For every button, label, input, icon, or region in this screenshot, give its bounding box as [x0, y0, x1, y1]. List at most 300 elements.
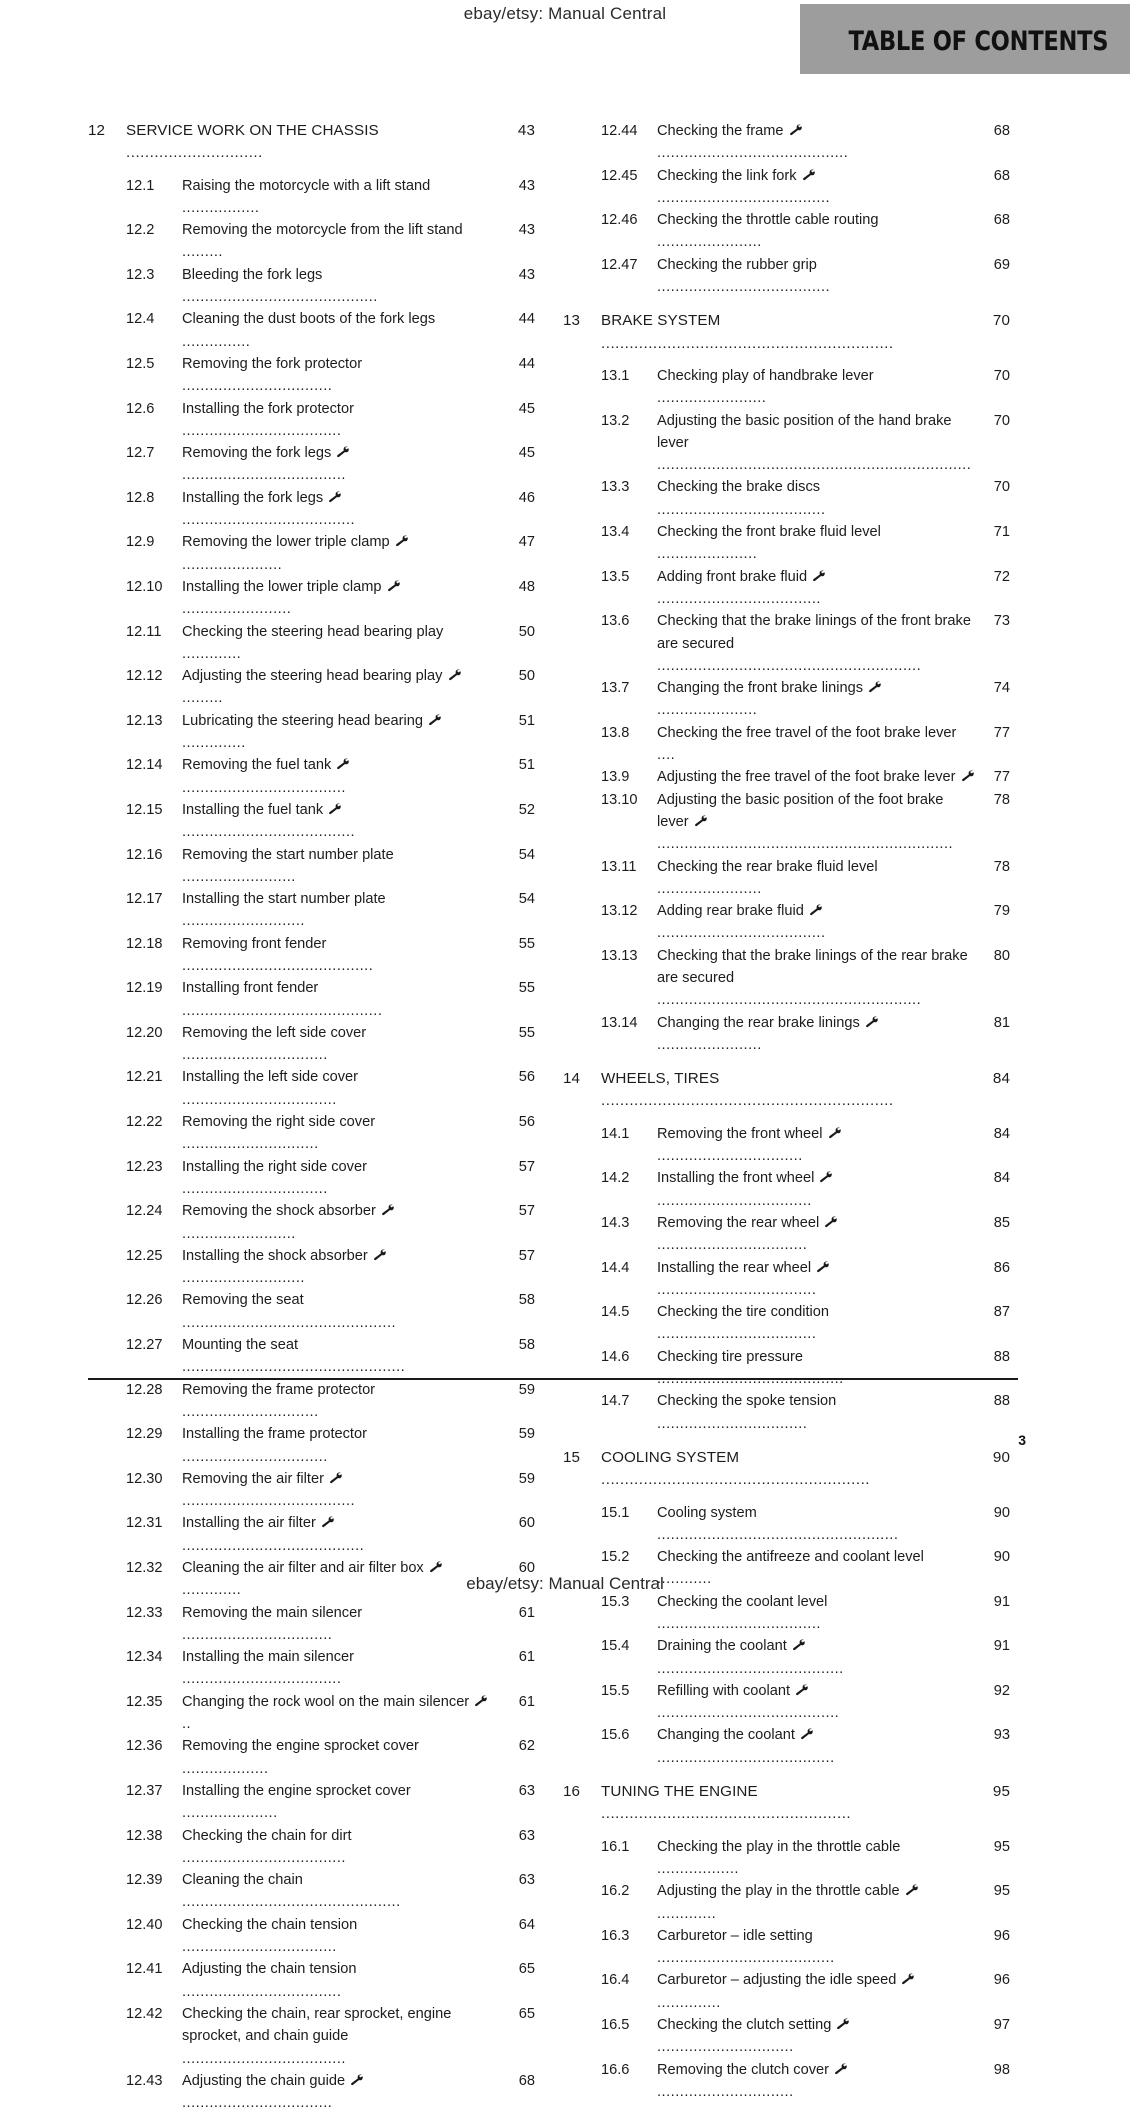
leader-dots: .................................: [182, 2095, 333, 2112]
toc-entry-text: Cooling system: [657, 1504, 757, 1521]
leader-dots: .......................................: [657, 1749, 835, 1766]
toc-section-row[interactable]: [563, 410, 1010, 477]
toc-entry-page: 92: [993, 1682, 1010, 1699]
toc-section-row[interactable]: [563, 1212, 1010, 1257]
toc-entry-title: [182, 1245, 505, 1290]
leader-dots: ....................................: [182, 1849, 346, 1866]
toc-section-row[interactable]: [88, 353, 535, 398]
toc-entry-title: [657, 1346, 980, 1391]
toc-entry-number: 12.30: [126, 1470, 163, 1487]
toc-entry-title: [657, 945, 980, 1012]
toc-section-row[interactable]: [563, 677, 1010, 722]
toc-entry-title: [657, 1969, 980, 2014]
toc-section-row[interactable]: [88, 398, 535, 443]
toc-entry-page: 81: [993, 1014, 1010, 1031]
wrench-tool-icon: [395, 535, 409, 547]
toc-section-row[interactable]: [88, 1512, 535, 1557]
toc-entry-page: 61: [518, 1604, 535, 1621]
toc-entry-title: [182, 1869, 505, 1914]
toc-section-row[interactable]: [563, 566, 1010, 611]
toc-entry-page: 68: [518, 2072, 535, 2089]
toc-entry-number: 12.36: [126, 1738, 163, 1755]
toc-entry-page: 56: [518, 1069, 535, 1086]
wrench-tool-icon: [328, 491, 342, 503]
toc-entry-title: [657, 1502, 980, 1547]
toc-entry-text: Cleaning the dust boots of the fork legs: [182, 311, 436, 328]
toc-section-row[interactable]: [563, 945, 1010, 1012]
toc-entry-number: 14.2: [601, 1170, 630, 1187]
wrench-tool-icon: [328, 803, 342, 815]
toc-entry-text: Changing the rock wool on the main silencer: [182, 1693, 470, 1710]
leader-dots: ....................................: [182, 2050, 346, 2067]
toc-entry-title: [657, 856, 980, 901]
toc-entry-number: 12.27: [126, 1337, 163, 1354]
leader-dots: .............: [182, 645, 242, 662]
toc-entry-title: [657, 365, 980, 410]
toc-entry-page: 52: [518, 801, 535, 818]
toc-section-row[interactable]: [563, 1257, 1010, 1302]
leader-dots: .....................................................: [657, 1526, 899, 1543]
toc-entry-page: 77: [993, 769, 1010, 786]
toc-entry-number: 16.4: [601, 1972, 630, 1989]
toc-entry-text: Installing the shock absorber: [182, 1247, 368, 1264]
spacer: [88, 165, 535, 175]
toc-section-row[interactable]: [88, 175, 535, 220]
toc-entry-title: [182, 1156, 505, 1201]
toc-section-row[interactable]: [88, 1111, 535, 1156]
toc-entry-text: Changing the coolant: [657, 1727, 795, 1744]
toc-section-row[interactable]: [563, 900, 1010, 945]
toc-entry-text: Checking the spoke tension: [657, 1393, 837, 1410]
toc-entry-title: [182, 1379, 505, 1424]
toc-section-row[interactable]: [88, 1602, 535, 1647]
toc-entry-title: [657, 254, 980, 299]
toc-section-row[interactable]: [88, 621, 535, 666]
toc-entry-page: 48: [518, 578, 535, 595]
toc-entry-text: Cleaning the air filter and air filter box: [182, 1560, 424, 1576]
toc-entry-title: [182, 398, 505, 443]
toc-section-row[interactable]: [88, 1379, 535, 1424]
toc-section-row[interactable]: [88, 1245, 535, 1290]
leader-dots: ........................................: [182, 1537, 365, 1554]
leader-dots: ................................: [182, 1180, 328, 1197]
toc-section-row[interactable]: [563, 1836, 1010, 1881]
wrench-tool-icon: [792, 1639, 806, 1651]
toc-entry-number: 12: [88, 122, 106, 139]
toc-entry-text: TUNING THE ENGINE: [601, 1783, 758, 1801]
toc-entry-number: 12.18: [126, 935, 163, 952]
leader-dots: .......................: [657, 234, 762, 251]
toc-entry-number: 12.35: [126, 1693, 163, 1710]
wrench-tool-icon: [429, 1561, 443, 1573]
toc-section-row[interactable]: [88, 1646, 535, 1691]
toc-entry-number: 12.29: [126, 1426, 163, 1443]
toc-entry-text: Cleaning the chain: [182, 1872, 303, 1889]
toc-entry-page: 70: [993, 479, 1010, 496]
toc-entry-title: [657, 1301, 980, 1346]
leader-dots: ......................................: [657, 279, 831, 296]
toc-entry-page: 45: [518, 445, 535, 462]
toc-entry-number: 14.7: [601, 1393, 630, 1410]
toc-entry-text: Checking play of handbrake lever: [657, 367, 874, 384]
leader-dots: .........: [182, 690, 223, 707]
toc-entry-number: 13.13: [601, 947, 638, 964]
toc-section-row[interactable]: [563, 1167, 1010, 1212]
toc-entry-title: [657, 521, 980, 566]
toc-entry-title: [182, 888, 505, 933]
toc-entry-page: 97: [993, 2017, 1010, 2034]
toc-section-row[interactable]: [88, 665, 535, 710]
toc-section-row[interactable]: [88, 1066, 535, 1111]
toc-section-row[interactable]: [563, 120, 1010, 165]
toc-entry-page: 71: [993, 524, 1010, 541]
toc-section-row[interactable]: [563, 2059, 1010, 2104]
toc-section-row[interactable]: [563, 476, 1010, 521]
toc-entry-title: [182, 1022, 505, 1067]
toc-section-row[interactable]: [563, 165, 1010, 210]
toc-section-row[interactable]: [563, 365, 1010, 410]
leader-dots: ........................: [657, 390, 767, 407]
toc-entry-page: 91: [993, 1593, 1010, 1610]
spacer: [563, 1769, 1010, 1781]
leader-dots: .........................................: [657, 1660, 844, 1677]
toc-entry-page: 45: [518, 400, 535, 417]
toc-entry-text: Checking the free travel of the foot brake lever: [657, 724, 957, 741]
toc-section-row[interactable]: [88, 1468, 535, 1513]
toc-entry-page: 65: [518, 1961, 535, 1978]
toc-entry-page: 90: [993, 1504, 1010, 1521]
wrench-tool-icon: [836, 2018, 850, 2030]
toc-section-row[interactable]: [563, 254, 1010, 299]
wrench-tool-icon: [474, 1695, 488, 1707]
leader-dots: ...................................: [182, 1983, 342, 2000]
toc-entry-text: BRAKE SYSTEM: [601, 312, 721, 330]
leader-dots: .......................................: [657, 1950, 835, 1967]
toc-entry-text: Installing the lower triple clamp: [182, 578, 382, 595]
toc-section-row[interactable]: [88, 1735, 535, 1780]
leader-dots: ....: [657, 747, 676, 764]
toc-entry-number: 12.3: [126, 266, 155, 283]
toc-section-row[interactable]: [88, 576, 535, 621]
toc-section-row[interactable]: [88, 888, 535, 933]
toc-entry-text: Removing the air filter: [182, 1470, 324, 1487]
toc-chapter-row[interactable]: [563, 1068, 1010, 1113]
toc-entry-page: 68: [993, 167, 1010, 184]
toc-entry-title: [182, 308, 505, 353]
toc-entry-text: COOLING SYSTEM: [601, 1448, 740, 1466]
toc-entry-page: 70: [993, 367, 1010, 384]
toc-entry-title: [182, 1825, 505, 1870]
toc-section-row[interactable]: [563, 1969, 1010, 2014]
toc-section-row[interactable]: [88, 1958, 535, 2003]
toc-entry-page: 80: [993, 947, 1010, 964]
toc-entry-page: 43: [517, 122, 535, 139]
toc-entry-text: Checking that the brake linings of the front brake are secured: [657, 613, 971, 652]
toc-section-row[interactable]: [563, 1346, 1010, 1391]
leader-dots: ...........................: [182, 1270, 305, 1287]
wrench-tool-icon: [802, 169, 816, 181]
leader-dots: ................................: [182, 1047, 328, 1064]
toc-entry-page: 55: [518, 1024, 535, 1041]
toc-entry-text: Carburetor – idle setting: [657, 1927, 813, 1944]
toc-section-row[interactable]: [563, 209, 1010, 254]
leader-dots: .............: [182, 1582, 242, 1599]
toc-entry-text: WHEELS, TIRES: [601, 1070, 720, 1088]
toc-entry-number: 14.4: [601, 1259, 630, 1276]
toc-entry-page: 64: [518, 1916, 535, 1933]
leader-dots: ..............................................................: [601, 334, 894, 352]
leader-dots: ..........................................: [182, 957, 374, 974]
toc-entry-page: 84: [993, 1125, 1010, 1142]
toc-entry-title: [126, 120, 505, 165]
toc-section-row[interactable]: [563, 1502, 1010, 1547]
toc-section-row[interactable]: [563, 789, 1010, 856]
wrench-tool-icon: [819, 1171, 833, 1183]
leader-dots: ....................................: [182, 467, 346, 484]
toc-section-row[interactable]: [88, 1914, 535, 1959]
toc-entry-number: 13.2: [601, 412, 630, 429]
toc-section-row[interactable]: [88, 1156, 535, 1201]
toc-entry-title: [182, 1111, 505, 1156]
toc-entry-title: [657, 766, 980, 788]
leader-dots: ............: [657, 1571, 712, 1588]
toc-entry-text: Refilling with coolant: [657, 1682, 791, 1699]
toc-entry-title: [601, 1447, 980, 1492]
toc-entry-number: 12.46: [601, 212, 638, 229]
toc-entry-page: 55: [518, 935, 535, 952]
spacer: [563, 1435, 1010, 1447]
toc-section-row[interactable]: [563, 1925, 1010, 1970]
toc-section-row[interactable]: [563, 722, 1010, 767]
toc-entry-page: 51: [518, 757, 535, 774]
toc-section-row[interactable]: [563, 521, 1010, 566]
leader-dots: ........................................: [657, 1705, 840, 1722]
toc-entry-number: 16.5: [601, 2017, 630, 2034]
toc-entry-text: Removing the fork legs: [182, 445, 332, 462]
toc-section-row[interactable]: [563, 1123, 1010, 1168]
toc-entry-text: Installing the fuel tank: [182, 801, 324, 818]
leader-dots: ...........................: [182, 913, 305, 930]
toc-entry-number: 12.33: [126, 1604, 163, 1621]
toc-entry-text: Adding front brake fluid: [657, 568, 808, 585]
toc-section-row[interactable]: [563, 1012, 1010, 1057]
toc-section-row[interactable]: [563, 1880, 1010, 1925]
toc-section-row[interactable]: [88, 710, 535, 755]
toc-entry-number: 12.16: [126, 846, 163, 863]
toc-entry-text: Checking the chain, rear sprocket, engine sprocket, and chain guide: [182, 2005, 452, 2045]
toc-entry-text: Draining the coolant: [657, 1638, 787, 1655]
toc-section-row[interactable]: [88, 1780, 535, 1825]
toc-entry-title: [601, 1068, 980, 1113]
toc-entry-text: SERVICE WORK ON THE CHASSIS: [126, 122, 379, 139]
toc-entry-text: Installing front fender: [182, 980, 319, 997]
leader-dots: ..........................................................: [657, 992, 922, 1009]
toc-section-row[interactable]: [563, 1724, 1010, 1769]
toc-section-row[interactable]: [88, 2070, 535, 2114]
wrench-tool-icon: [381, 1204, 395, 1216]
toc-entry-page: 70: [992, 312, 1010, 330]
toc-entry-title: [182, 264, 505, 309]
toc-entry-number: 16.6: [601, 2061, 630, 2078]
leader-dots: ..................: [657, 1860, 739, 1877]
toc-entry-number: 12.20: [126, 1024, 163, 1041]
toc-entry-number: 14.5: [601, 1304, 630, 1321]
toc-section-row[interactable]: [88, 844, 535, 889]
toc-section-row[interactable]: [88, 531, 535, 576]
toc-entry-number: 13.6: [601, 613, 630, 630]
toc-entry-title: [601, 310, 980, 355]
toc-section-row[interactable]: [88, 799, 535, 844]
toc-entry-number: 13.8: [601, 724, 630, 741]
toc-entry-text: Checking the link fork: [657, 167, 797, 184]
toc-entry-number: 12.10: [126, 578, 163, 595]
wrench-tool-icon: [329, 1472, 343, 1484]
wrench-tool-icon: [816, 1261, 830, 1273]
leader-dots: ................................................: [182, 1894, 401, 1911]
toc-entry-page: 68: [993, 123, 1010, 139]
toc-section-row[interactable]: [88, 308, 535, 353]
toc-section-row[interactable]: [563, 610, 1010, 677]
leader-dots: .................................: [657, 1237, 808, 1254]
toc-section-row[interactable]: [563, 766, 1010, 788]
toc-entry-number: 12.28: [126, 1381, 163, 1398]
toc-section-row[interactable]: [563, 1301, 1010, 1346]
toc-entry-title: [182, 1646, 505, 1691]
toc-section-row[interactable]: [88, 487, 535, 532]
toc-section-row[interactable]: [88, 1869, 535, 1914]
toc-chapter-row[interactable]: [563, 1781, 1010, 1826]
toc-entry-title: [182, 442, 505, 487]
toc-entry-text: Lubricating the steering head bearing: [182, 712, 423, 729]
leader-dots: .....................................: [657, 501, 826, 518]
toc-entry-text: Removing the right side cover: [182, 1114, 376, 1131]
toc-section-row[interactable]: [88, 2003, 535, 2070]
toc-section-row[interactable]: [563, 856, 1010, 901]
toc-entry-text: Raising the motorcycle with a lift stand: [182, 177, 431, 194]
toc-entry-title: [657, 677, 980, 722]
toc-entry-page: 79: [993, 903, 1010, 920]
leader-dots: ....................................: [182, 779, 346, 796]
toc-section-row[interactable]: [563, 1635, 1010, 1680]
toc-section-row[interactable]: [88, 219, 535, 264]
toc-entry-number: 15.2: [601, 1549, 630, 1566]
leader-dots: ................................: [182, 1448, 328, 1465]
toc-entry-title: [182, 754, 505, 799]
toc-entry-number: 12.1: [126, 177, 155, 194]
toc-section-row[interactable]: [563, 1390, 1010, 1435]
toc-entry-number: 16: [563, 1783, 581, 1801]
spacer: [563, 1492, 1010, 1502]
toc-entry-number: 12.45: [601, 167, 638, 184]
toc-entry-page: 98: [993, 2061, 1010, 2078]
toc-entry-title: [182, 1334, 505, 1379]
toc-section-row[interactable]: [88, 1200, 535, 1245]
toc-section-row[interactable]: [563, 2014, 1010, 2059]
toc-entry-page: 57: [518, 1158, 535, 1175]
toc-entry-text: Removing the fork protector: [182, 355, 363, 372]
toc-section-row[interactable]: [88, 977, 535, 1022]
leader-dots: ...................................: [657, 1326, 817, 1343]
toc-entry-text: Removing the shock absorber: [182, 1203, 376, 1220]
toc-entry-text: Changing the rear brake linings: [657, 1014, 860, 1031]
leader-dots: ..................................: [182, 1091, 337, 1108]
toc-section-row[interactable]: [563, 1680, 1010, 1725]
toc-entry-number: 12.7: [126, 445, 155, 462]
toc-entry-text: Removing the left side cover: [182, 1024, 367, 1041]
toc-entry-text: Adjusting the free travel of the foot brake lever: [657, 769, 956, 786]
toc-entry-page: 54: [518, 891, 535, 908]
toc-section-row[interactable]: [88, 933, 535, 978]
toc-entry-page: 96: [993, 1972, 1010, 1989]
toc-chapter-row[interactable]: [563, 310, 1010, 355]
toc-section-row[interactable]: [563, 1591, 1010, 1636]
toc-entry-text: Checking the chain tension: [182, 1916, 358, 1933]
toc-entry-title: [657, 1680, 980, 1725]
toc-entry-page: 78: [993, 791, 1010, 808]
toc-entry-number: 12.41: [126, 1961, 163, 1978]
toc-entry-number: 13.10: [601, 791, 638, 808]
toc-entry-title: [182, 799, 505, 844]
toc-section-row[interactable]: [88, 1825, 535, 1870]
toc-section-row[interactable]: [88, 264, 535, 309]
leader-dots: ..............................: [657, 2039, 794, 2056]
leader-dots: .................................: [182, 378, 333, 395]
leader-dots: ......................................: [182, 824, 356, 841]
toc-entry-number: 12.24: [126, 1203, 163, 1220]
toc-entry-title: [182, 621, 505, 666]
toc-chapter-row[interactable]: [563, 1447, 1010, 1492]
toc-chapter-row[interactable]: [88, 120, 535, 165]
toc-entry-number: 13.4: [601, 524, 630, 541]
toc-section-row[interactable]: [88, 754, 535, 799]
toc-entry-page: 95: [992, 1783, 1010, 1801]
spacer: [563, 1113, 1010, 1123]
leader-dots: .............................: [126, 144, 263, 162]
wrench-tool-icon: [373, 1249, 387, 1261]
toc-entry-title: [657, 2059, 980, 2104]
toc-entry-page: 73: [993, 613, 1010, 630]
toc-entry-page: 51: [518, 712, 535, 729]
toc-entry-number: 12.39: [126, 1872, 163, 1889]
toc-entry-page: 68: [993, 212, 1010, 229]
leader-dots: .................................................................: [657, 836, 954, 853]
toc-entry-title: [657, 1591, 980, 1636]
watermark-top: ebay/etsy: Manual Central: [463, 4, 667, 23]
toc-entry-title: [182, 1200, 505, 1245]
wrench-tool-icon: [800, 1728, 814, 1740]
toc-entry-title: [657, 476, 980, 521]
toc-entry-title: [182, 977, 505, 1022]
leader-dots: .................: [182, 199, 260, 216]
toc-section-row[interactable]: [88, 1289, 535, 1334]
toc-section-row[interactable]: [88, 1423, 535, 1468]
toc-section-row[interactable]: [88, 1691, 535, 1736]
toc-section-row[interactable]: [88, 1334, 535, 1379]
toc-entry-text: Checking the rear brake fluid level: [657, 858, 878, 875]
toc-entry-number: 13.12: [601, 903, 638, 920]
toc-entry-title: [657, 789, 980, 856]
toc-entry-page: 57: [518, 1247, 535, 1264]
toc-entry-text: Checking the chain for dirt: [182, 1827, 352, 1844]
toc-entry-number: 13.14: [601, 1014, 638, 1031]
toc-entry-page: 77: [993, 724, 1010, 741]
toc-entry-page: 69: [993, 256, 1010, 273]
toc-section-row[interactable]: [88, 1022, 535, 1067]
toc-section-row[interactable]: [88, 442, 535, 487]
toc-entry-title: [182, 175, 505, 220]
toc-entry-number: 14.6: [601, 1348, 630, 1365]
toc-entry-text: Installing the main silencer: [182, 1649, 354, 1666]
